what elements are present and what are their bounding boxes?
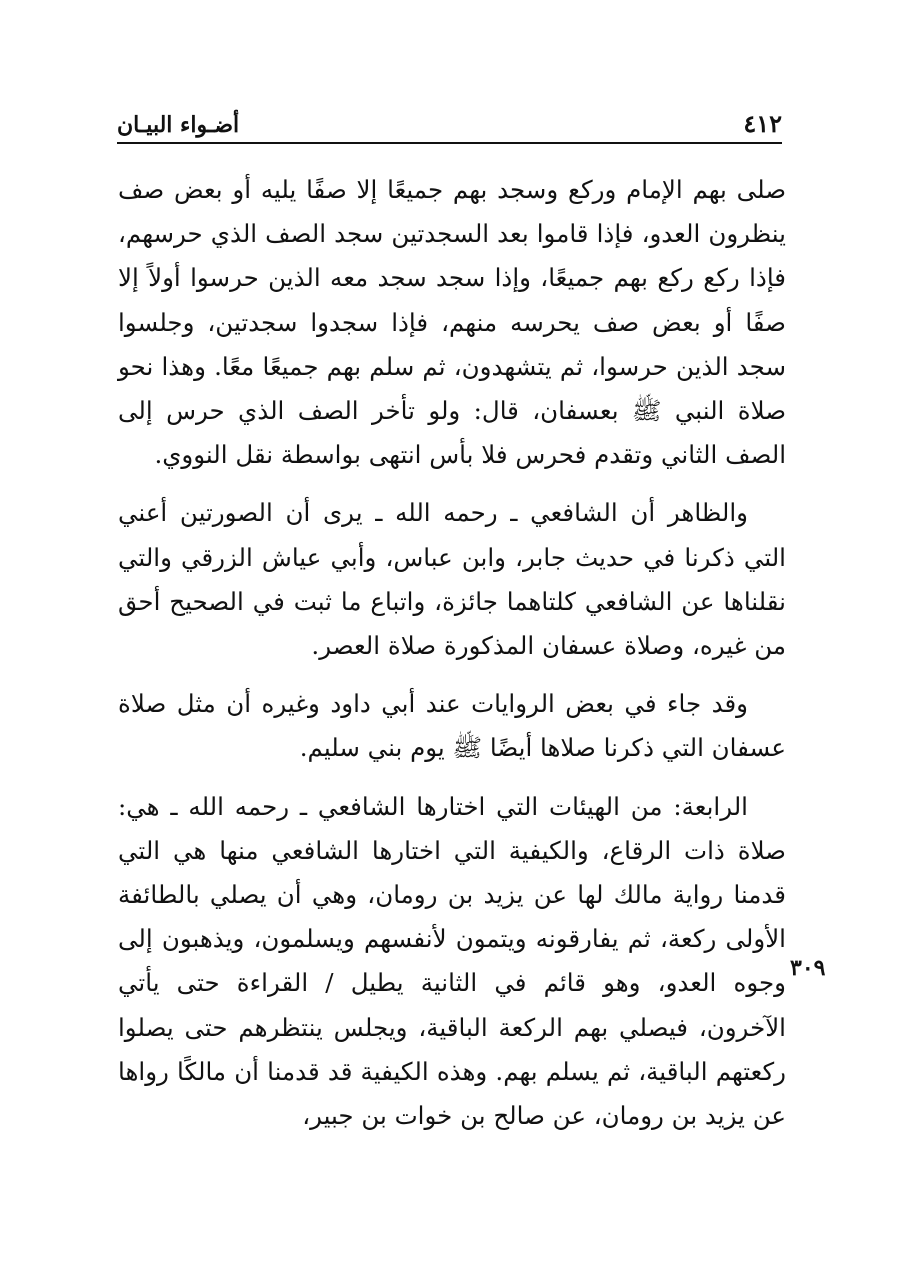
book-title: أضـواء البيـان: [117, 112, 240, 138]
margin-page-reference: ٣٠٩: [790, 955, 826, 981]
paragraph-shafii-opinion: والظاهر أن الشافعي ـ رحمه الله ـ يرى أن الصورتين أعني التي ذكرنا في حديث جابر، وابن عباس، وأبي عياش الزرقي والتي نقلناها عن الشافعي كلتاهما جائزة، واتباع ما ثبت في الصحيح أحق من غيره، وصلاة عسفان المذكورة صلاة العصر.: [118, 498, 786, 661]
page-header: [117, 108, 782, 144]
paragraph-fourth-form: الرابعة: من الهيئات التي اختارها الشافعي ـ رحمه الله ـ هي: صلاة ذات الرقاع، والكيفية التي اختارها الشافعي منها هي التي قدمنا رواية مالك لها عن يزيد بن رومان، وهي أن يصلي بالطائفة الأولى ركعة، ثم يفارقونه ويتمون لأنفسهم ويسلمون، ويذهبون إلى وجوه العدو، وهو قائم في الثانية يطيل / القراءة حتى يأتي الآخرون، فيصلي بهم الركعة الباقية، ويجلس ينتظرهم حتى يصلوا ركعتهم الباقية، ثم يسلم بهم. وهذه الكيفية قد قدمنا أن مالكًا رواها عن يزيد بن رومان، عن صالح بن خوات بن جبير،: [118, 791, 786, 1131]
page-number: ٤١٢: [743, 109, 782, 138]
paragraph-abu-dawud-narration: وقد جاء في بعض الروايات عند أبي داود وغيره أن مثل صلاة عسفان التي ذكرنا صلاها أيضًا ﷺ يوم بني سليم.: [118, 689, 786, 763]
body-text: [118, 168, 786, 1138]
paragraph-continued: صلى بهم الإمام وركع وسجد بهم جميعًا إلا صفًا يليه أو بعض صف ينظرون العدو، فإذا قاموا بعد السجدتين سجد الصف الذي حرسهم، فإذا ركع ركع بهم جميعًا، وإذا سجد سجد معه الذين حرسوا أولاً إلا صفًا أو بعض صف يحرسه منهم، فإذا سجدوا سجدتين، وجلسوا سجد الذين حرسوا، ثم يتشهدون، ثم سلم بهم جميعًا معًا. وهذا نحو صلاة النبي ﷺ بعسفان، قال: ولو تأخر الصف الذي حرس إلى الصف الثاني وتقدم فحرس فلا بأس انتهى بواسطة نقل النووي.: [118, 175, 786, 470]
